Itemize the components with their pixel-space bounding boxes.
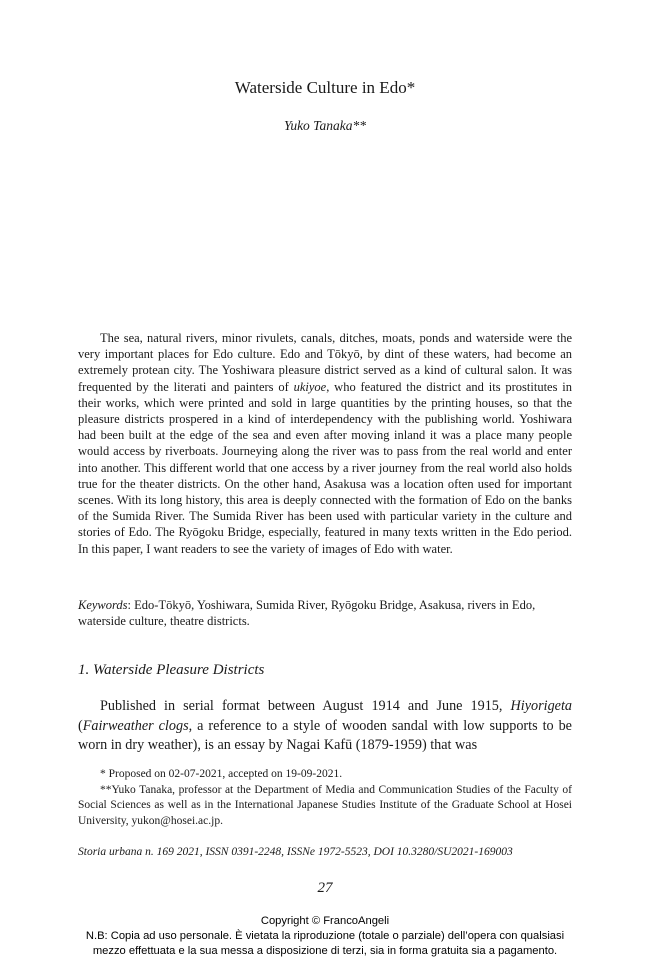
- keywords-text: : Edo-Tōkyō, Yoshiwara, Sumida River, Ryōgoku Bridge, Asakusa, rivers in Edo, waterside culture, theatre districts.: [78, 598, 536, 629]
- keywords-label: Keywords: [78, 598, 128, 612]
- abstract-italic-term: ukiyoe: [293, 379, 327, 394]
- paper-title: Waterside Culture in Edo*: [234, 78, 416, 97]
- footnote-2: **Yuko Tanaka, professor at the Department of Media and Communication Studies of the Faculty of Social Sciences as well as in the International Japanese Studies Institute of the Graduate School at Hosei University, yukon@hosei.ac.jp.: [78, 783, 572, 827]
- copyright-line: Copyright © FrancoAngeli: [260, 915, 390, 927]
- keywords-paragraph: [78, 597, 572, 629]
- body-text-paren: (: [78, 717, 83, 734]
- footnote-1: * Proposed on 02-07-2021, accepted on 19-09-2021.: [100, 768, 343, 780]
- copyright-notice-line-1: N.B: Copia ad uso personale. È vietata la riproduzione (totale o parziale) dell’opera con qualsiasi: [85, 930, 565, 942]
- section-heading: 1. Waterside Pleasure Districts: [78, 662, 265, 678]
- body-italic-title: Hiyorigeta: [510, 698, 572, 714]
- body-text-start: Published in serial format between August 1914 and June 1915,: [100, 698, 511, 714]
- body-paragraph: [78, 697, 572, 756]
- paper-author: Yuko Tanaka**: [284, 118, 366, 133]
- page-number: 27: [317, 880, 333, 896]
- journal-citation: Storia urbana n. 169 2021, ISSN 0391-2248, ISSNe 1972-5523, DOI 10.3280/SU2021-169003: [78, 846, 513, 858]
- copyright-notice: [0, 914, 650, 959]
- footnotes: [78, 767, 572, 829]
- abstract-paragraph: The sea, natural rivers, minor rivulets, canals, ditches, moats, ponds and waterside were the very important places for Edo culture. Edo and Tōkyō, by dint of these waters, had become an extremely protean city. The Yoshiwara pleasure district served as a kind of cultural salon. It was frequented by the literati and painters of ukiyoe, who featured the district and its prostitutes in their works, which were printed and sold in large quantities by the printing houses, so that the pleasure districts prospered in a kind of interdependency with the publishing world. Yoshiwara had been built at the edge of the sea and even after moving inland it was a place many people would access by riverboats. Journeying along the river was to pass from the real world and enter into another. This different world that one access by a river journey from the real world also holds true for the theater districts. On the other hand, Asakusa was a location often used for important scenes. With its long history, this area is deeply connected with the formation of Edo on the banks of the Sumida River. The Sumida River has been used with particular variety in the culture and stories of Edo. The Ryōgoku Bridge, especially, featured in many texts written in the Edo period. In this paper, I want readers to see the variety of images of Edo with water.: [78, 331, 572, 556]
- body-text-end: , a reference to a style of wooden sandal with low supports to be worn in dry weather), is an essay by Nagai Kafū (1879-1959) that was: [78, 717, 572, 753]
- body-italic-translation: Fairweather clogs: [82, 717, 189, 734]
- copyright-notice-line-2: mezzo effettuata e la sua messa a disposizione di terzi, sia in forma gratuita sia a pagamento.: [92, 945, 558, 957]
